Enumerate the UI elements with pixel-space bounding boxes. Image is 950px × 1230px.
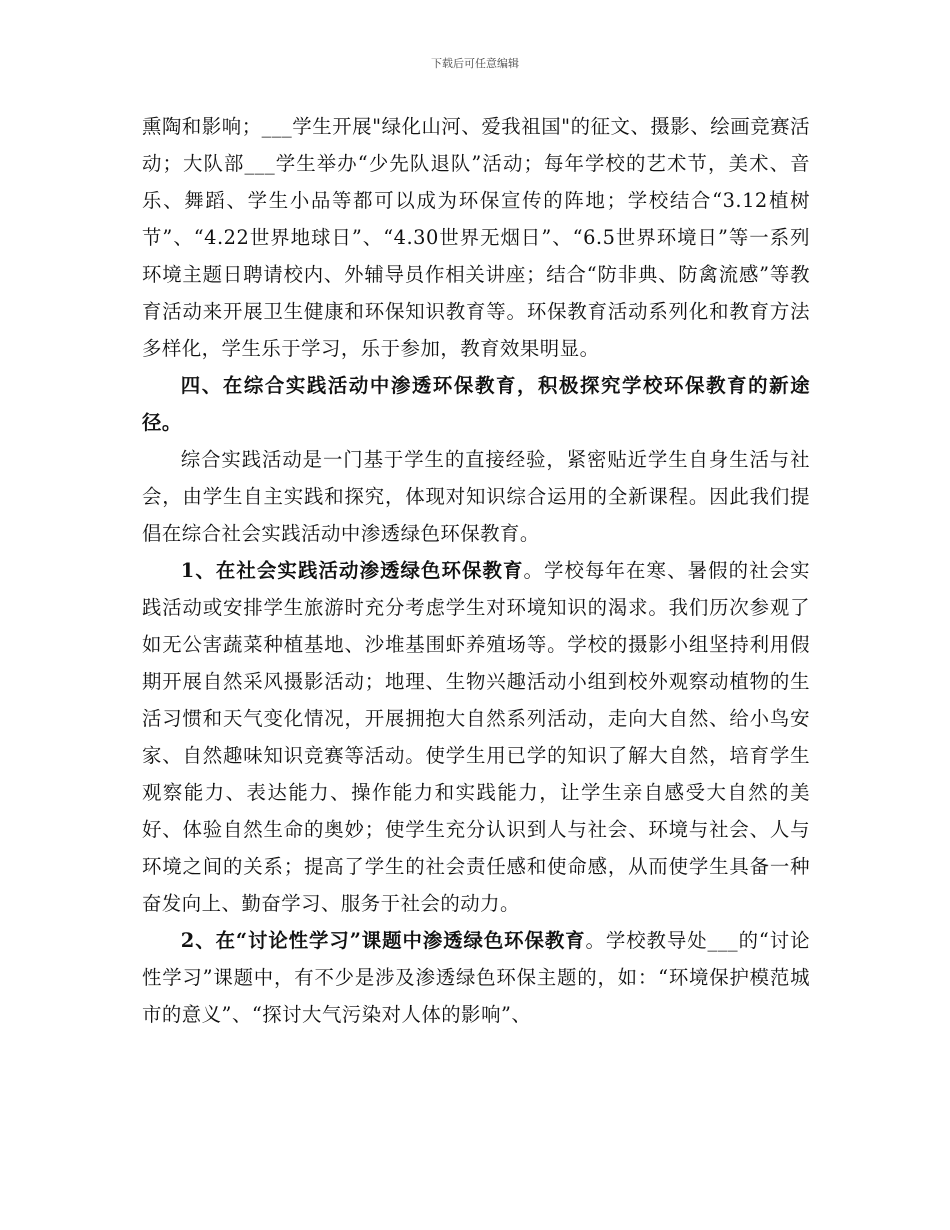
document-body [142,108,810,1033]
subheading-discussion-learning: 2、在“讨论性学习”课题中渗透绿色环保教育 [180,929,586,952]
paragraph-practice-intro: 综合实践活动是一门基于学生的直接经验，紧密贴近学生自身生活与社会，由学生自主实践和探究，体现对知识综合运用的全新课程。因此我们提倡在综合社会实践活动中渗透绿色环保教育。 [142,448,810,545]
section-heading-4: 四、在综合实践活动中渗透环保教育，积极探究学校环保教育的新途径。 [142,374,810,434]
paragraph-continuation: 熏陶和影响；___学生开展"绿化山河、爱我祖国"的征文、摄影、绘画竞赛活动；大队部___学生举办“少先队退队”活动；每年学校的艺术节，美术、音乐、舞蹈、学生小品等都可以成为环保宣传的阵地；学校结合“3.12植树节”、“4.22世界地球日”、“4.30世界无烟日”、“6.5世界环境日”等一系列环境主题日聘请校内、外辅导员作相关讲座；结合“防非典、防禽流感”等教育活动来开展卫生健康和环保知识教育等。环保教育活动系列化和教育方法多样化，学生乐于学习，乐于参加，教育效果明显。 [142,115,810,360]
subheading-social-practice: 1、在社会实践活动渗透绿色环保教育 [180,559,524,582]
paragraph-discussion-learning-body: 。学校教导处___的“讨论性学习”课题中，有不少是涉及渗透绿色环保主题的，如：“环境保护模范城市的意义”、“探讨大气污染对人体的影响”、 [142,929,810,1026]
paragraph-social-practice [142,552,810,922]
paragraph-social-practice-body: 。学校每年在寒、暑假的社会实践活动或安排学生旅游时充分考虑学生对环境知识的渴求。我们历次参观了如无公害蔬菜种植基地、沙堆基围虾养殖场等。学校的摄影小组坚持利用假期开展自然采风摄影活动；地理、生物兴趣活动小组到校外观察动植物的生活习惯和天气变化情况，开展拥抱大自然系列活动，走向大自然、给小鸟安家、自然趣味知识竞赛等活动。使学生用已学的知识了解大自然，培育学生观察能力、表达能力、操作能力和实践能力，让学生亲自感受大自然的美好、体验自然生命的奥妙；使学生充分认识到人与社会、环境与社会、人与环境之间的关系；提高了学生的社会责任感和使命感，从而使学生具备一种奋发向上、勤奋学习、服务于社会的动力。 [142,559,810,915]
page-header: 下载后可任意编辑 [431,57,519,70]
paragraph-discussion-learning [142,922,810,1033]
